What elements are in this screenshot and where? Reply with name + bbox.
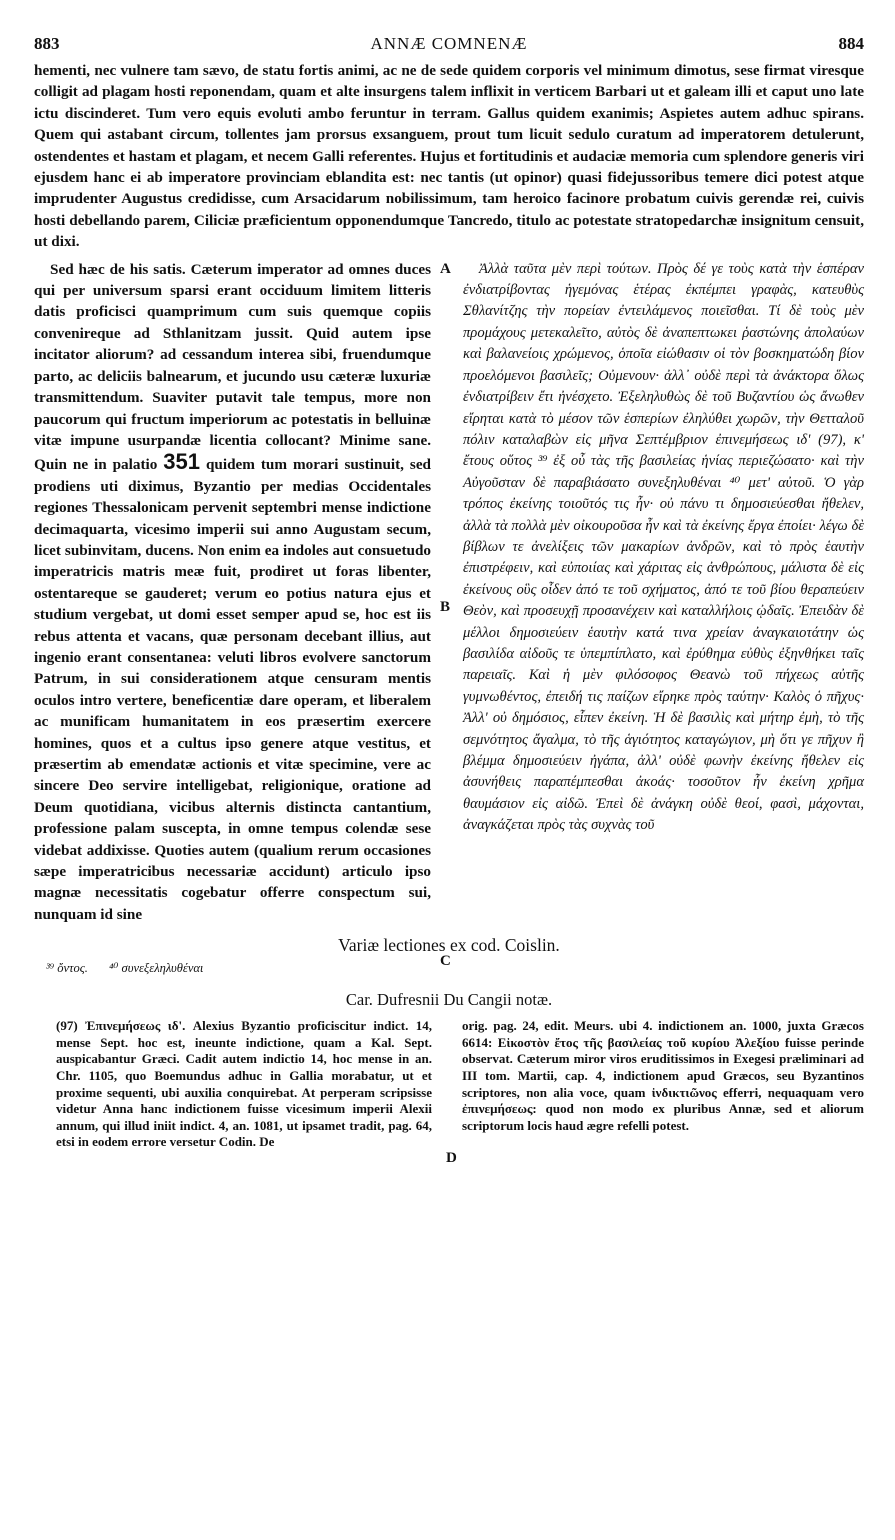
variant-reading: ³⁹ ὄντος.: [46, 961, 88, 976]
latin-paragraph: hementi, nec vulnere tam sævo, de statu fortis animi, ac ne de sede quidem corporis vel minimum dimotus, sese firmat viresque colligit ad plagam hosti reponendam, quam et alte insurgens talem inflixit in verticem Barbari ut et galeam illi et caput uno late ictu discinderet. Tum vero equis evoluti ambo feruntur in terram. Gallus quidem exanimis; Aspietes autem adhuc spirans. Quem qui astabant circum, tollentes jam prorsus exsanguem, prout tum licuit sedulo curatum ad imperatorem detulerunt, ostendentes et hastam et plagam, et necem Galli referentes. Hujus et fortitudinis et audaciæ memoria cum splendore generis viri ejusdem hanc ei ab imperatore provinciam eblandita est: nec tantis (ut opinor) quasi fidejussoribus temere dici potest atque imprudenter Augustus credidisse, cum Arsacidarum nobilissimum, tam heroico facinore probatum cuivis gerendæ rei, cuivis hosti debellando parem, Ciliciæ præficientum opponendumque Tancredo, titulo ac potestate stratopedarchæ insignitum censuit, ut dixi.: [34, 62, 864, 251]
margin-letter-d: D: [446, 1150, 457, 1167]
footnote-text-right: orig. pag. 24, edit. Meurs. ubi 4. indictionem an. 1000, juxta Græcos 6614: Εἰκοστὸν ἔτος τῆς βασιλείας τοῦ κυρίου Ἀλεξίου fuisse perinde observat. Cæterum miror viros eruditissimos in Exegesi præliminari ad III tom. Martii, cap. 4, indictionem apud Græcos, seu Byzantinos scriptores, non alia voce, quam ἰνδικτιῶνος efferri, nequaquam vero ἐπινεμήσεως: quod non modo ex pluribus Annæ, sed et aliorum scriptorum locis haud ægre refelli potest.: [462, 1018, 864, 1133]
margin-letter-c: C: [440, 952, 451, 969]
greek-text: Ἀλλὰ ταῦτα μὲν περὶ τούτων. Πρὸς δέ γε τοὺς κατὰ τὴν ἑσπέραν ἐνδιατρίβοντας ἡγεμόνας ἑτέρας ἐκπέμπει γραφὰς, κατευθὺς Σθλανίτζης τὴν πορείαν ἐντειλάμενος ποιεῖσθαι. Τί δὲ τοὺς μὲν προμάχους μετεκαλεῖτο, αὐτὸς δὲ ἀναπεπτωκει ῥαστώνης ἀπολαύων καὶ βαλανείοις χρώμενος, ὁποῖα εἰώθασιν οἱ τὸν βοσκηματώδη βίον προελόμενοι βασιλεῖς; Οὐμενουν· ἀλλ᾽ οὐδὲ περὶ τὰ ἀνάκτορα ὅλως ἐνδιατρίβειν ἔτι ἠνέσχετο. Ἐξεληλυθὼς δὲ τοῦ Βυζαντίου ὡς ἄνωθεν εἴρηται κατὰ τὸ μέσον τῶν ἑσπερίων ἐληλύθει χωρῶν, τὴν Θετταλοῦ πόλιν καταλαβὼν εἰς μῆνα Σεπτέμβριον ἐπινεμήσεως ιδ' (97), κ' ἔτους οὕτος ³⁹ ἐξ οὗ τὰς τῆς βασιλείας ἡνίας περιεζώσατο· καὶ τὴν Αὐγοῦσταν δὲ παραβιάσατο συνεξηλυθέναι ⁴⁰ μετ' αὐτοῦ. Ὁ γὰρ τρόπος ἐκείνης τοιοῦτός τις ἦν· οὐ πάνυ τι δημοσιεύεσθαι ἤθελεν, ἀλλὰ τὰ πολλὰ μὲν οἰκουροῦσα ἦν καὶ τὰ ἐκείνης ἔργα ἐποίει· λέγω δὲ βίβλων τε ἀνελίξεις τῶν μακαρίων ἀνδρῶν, καὶ τὸ πρὸς ἑαυτὴν ἐπιστρέφειν, καὶ εὐποιίας καὶ χάριτας εἰς ἀνθρώπους, μάλιστα δὲ εἰς ἐκείνους οὓς οἶδεν ἀπό τε τοῦ σχήματος, ἀπό τε τοῦ βίου θεραπεύειν Θεὸν, καὶ προσευχῇ προσανέχειν καὶ καταλλήλοις ᾠδαῖς. Ἐπειδὰν δὲ μέλλοι δημοσιεύειν ἑαυτὴν κατά τινα χρείαν ἀναγκαιοτάτην ὡς βασιλίδα αἰδοῦς τε ὑπεμπίπλατο, καὶ ἐρύθημα εὐθὺς ἐξηνθήκει ταῖς παρειαῖς. Καὶ ἡ μὲν φιλόσοφος Θεανὼ τοῦ πήχεως αὐτῆς γυμνωθέντος, ἐπειδή τις παίζων εἴρηκε πρὸς ταύτην· Καλὸς ὁ πῆχυς· Ἀλλ' οὐ δημόσιος, εἶπεν ἐκείνη. Ἡ δὲ βασιλὶς καὶ μήτηρ ἐμὴ, τὸ τῆς σεμνότητος ἄγαλμα, τὸ τῆς ἁγιότητος καταγώγιον, μὴ ὅτι γε πῆχυν ἢ βλέμμα δημοσιεύειν ἠγάπα, ἀλλ' οὐδὲ φωνὴν ἐκείνης ἤθελεν εἰς ἀσυνήθεις παραπέμπεσθαι ἀκοάς· τοσοῦτον ἦν ἐκείνη χρῆμα θαυμάσιον εἰς αἰδῶ. Ἐπεὶ δὲ ἀνάγκη οὐδὲ θεοί, φασὶ, μάχονται, ἀναγκάζεται πρὸς τὰς συχνὰς τοῦ: [463, 260, 864, 834]
latin-text-part-1: Sed hæc de his satis. Cæterum imperator ad omnes duces qui per universum sparsi erant occiduum limitem litteris datis proficisci quamprimum cum suis quemque copiis convenireque ad Sthlanitzam jussit. Quid autem ipse incitator aliorum? ad cessandum interea sibi, fruendumque parto, ac deliciis balnearum, et jucundo usu cæteræ luxuriæ transmittendum. Suaviter putavit tale tempus, more non paucorum qui fructum imperiorum ac potestatis in belluinæ vitæ impune usurpandæ licentia collocant? Minime sane. Quin ne in palatio: [34, 260, 431, 474]
margin-letter-a: A: [440, 260, 451, 277]
book-page: [34, 30, 864, 1167]
footnote-right-column: [444, 1018, 864, 1167]
running-title: ANNÆ COMNENÆ: [370, 34, 528, 53]
greek-column: [449, 259, 864, 926]
notes-heading: Car. Dufresnii Du Cangii notæ.: [345, 990, 553, 1010]
page-number-right: 884: [838, 34, 864, 53]
full-width-paragraph: [34, 60, 864, 253]
variae-heading: Variæ lectiones ex cod. Coislin.: [338, 935, 560, 956]
page-number-left: 883: [34, 34, 60, 53]
running-head: [34, 30, 864, 54]
variae-readings: [46, 960, 864, 976]
variant-reading: ⁴⁰ συνεξεληλυθέναι: [109, 961, 204, 976]
margin-letter-b: B: [440, 598, 451, 615]
footnote-text-left: (97) Ἐπινεμήσεως ιδ'. Alexius Byzantio proficiscitur indict. 14, mense Sept. hoc est, ineunte indictione, quam a Kal. Sept. auspicabantur Græci. Cadit autem indictio 14, hoc mense in an. Chr. 1105, quo Boemundus adhuc in Gallia morabatur, ut et proxime sequenti, ubi auxilia conquirebat. At perperam scripsisse videtur Anna hanc indictionem fuisse vicesimum imperii Alexii annum, qui illud iniit indict. 4, an. 1081, ut ipsamet tradit, pag. 64, etsi in eodem errore versetur Codin. De: [56, 1018, 432, 1150]
page-marker: 351: [163, 449, 201, 475]
footnote-left-column: [34, 1018, 444, 1151]
footnotes: [34, 1018, 864, 1167]
latin-text-part-2: quidem tum morari sustinuit, sed prodiens uti diximus, Byzantio per medias Occidentales regiones Thessalonicam pervenit septembri mense indictione decimaquarta, vicesimo imperii sui anno Augustam secum, licet subinvitam, ducens. Non enim ea indoles aut consuetudo imperatricis matris meæ fuit, prodiret ut foras libenter, ostentareque se gauderet; verum eo potius natura ejus et studium vergebat, ut domi esset semper apud se, hoc est iis rebus attenta et vacans, quæ personam decebant illius, aut ingenio erant consentanea: veluti libros evolvere sanctorum Patrum, in sui considerationem atque censuram mentis oculos intro vertere, beneficentiæ dare operam, et liberalem ac munificam humanitatem in eos præsertim exercere homines, quos et a cultus ipso genere atque vestitus, et præsertim ab emendatæ actionis et vitæ specimine, vere ac sincere Deo servire intelligebat, religionique, oratione ad Deum quotidiana, vicibus alternis distincta cantantium, professione palam suscepta, in omne tempus colendæ sese videbat addixisse. Quoties autem (qualium rerum occasiones sæpe imperatricibus necessariæ accidunt) articulo ipso magnæ necessitatis cogebatur offerre conspectum sui, nunquam id sine: [34, 456, 432, 923]
latin-column: [34, 259, 449, 926]
